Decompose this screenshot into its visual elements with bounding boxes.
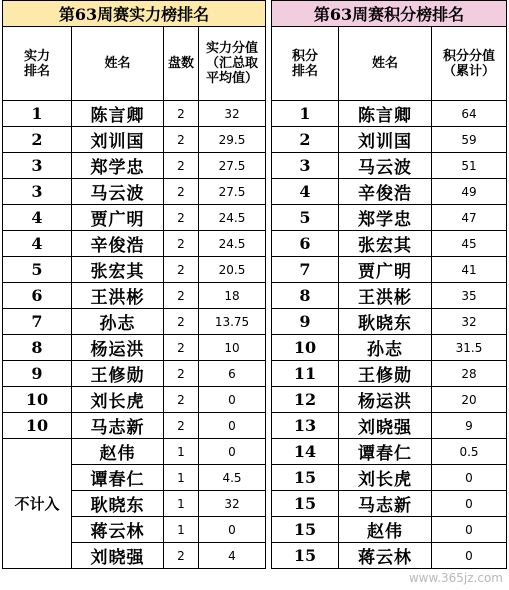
rank-cell: 15 (272, 465, 339, 491)
score-cell: 32 (199, 101, 266, 127)
games-cell: 2 (164, 543, 199, 569)
rank-cell: 4 (3, 231, 72, 257)
score-cell: 0 (432, 543, 507, 569)
rank-cell: 15 (272, 543, 339, 569)
rank-cell: 1 (272, 101, 339, 127)
games-cell: 2 (164, 387, 199, 413)
name-cell: 杨运洪 (339, 387, 432, 413)
games-cell: 2 (164, 101, 199, 127)
name-cell: 刘训国 (339, 127, 432, 153)
name-cell: 孙志 (72, 309, 164, 335)
strength-ranking-title: 第63周赛实力榜排名 (3, 1, 266, 27)
table-row (272, 543, 507, 569)
points-ranking-title: 第63周赛积分榜排名 (272, 1, 507, 27)
score-cell: 32 (432, 309, 507, 335)
score-cell: 4.5 (199, 465, 266, 491)
name-cell: 蒋云林 (339, 543, 432, 569)
score-cell: 24.5 (199, 231, 266, 257)
table-row (272, 465, 507, 491)
rank-cell: 6 (272, 231, 339, 257)
table-row (272, 491, 507, 517)
games-cell: 2 (164, 283, 199, 309)
score-cell: 51 (432, 153, 507, 179)
table-row (272, 257, 507, 283)
games-cell: 1 (164, 517, 199, 543)
rank-cell: 12 (272, 387, 339, 413)
rank-cell: 5 (3, 257, 72, 283)
table-row (3, 205, 266, 231)
watermark: www.365jz.com (408, 571, 503, 585)
games-cell: 2 (164, 335, 199, 361)
name-cell: 陈言卿 (72, 101, 164, 127)
score-cell: 35 (432, 283, 507, 309)
name-cell: 贾广明 (339, 257, 432, 283)
name-cell: 王修勋 (72, 361, 164, 387)
header-points-score: 积分分值 （累计） (432, 27, 507, 101)
name-cell: 马云波 (339, 153, 432, 179)
table-row (3, 361, 266, 387)
score-cell: 6 (199, 361, 266, 387)
name-cell: 蒋云林 (72, 517, 164, 543)
table-row (3, 231, 266, 257)
games-cell: 2 (164, 309, 199, 335)
score-cell: 41 (432, 257, 507, 283)
points-header-row (272, 27, 507, 101)
table-row (272, 361, 507, 387)
strength-header-row (3, 27, 266, 101)
score-cell: 20.5 (199, 257, 266, 283)
table-row (3, 101, 266, 127)
name-cell: 王修勋 (339, 361, 432, 387)
table-row (272, 439, 507, 465)
score-cell: 0 (432, 491, 507, 517)
rank-cell: 4 (3, 205, 72, 231)
table-row (272, 413, 507, 439)
score-cell: 0 (199, 387, 266, 413)
score-cell: 0 (432, 465, 507, 491)
name-cell: 张宏其 (339, 231, 432, 257)
name-cell: 刘训国 (72, 127, 164, 153)
excluded-label: 不计入 (3, 439, 72, 569)
header-name: 姓名 (339, 27, 432, 101)
table-row (3, 413, 266, 439)
score-cell: 64 (432, 101, 507, 127)
table-row (3, 387, 266, 413)
score-cell: 13.75 (199, 309, 266, 335)
table-row (3, 309, 266, 335)
rank-cell: 14 (272, 439, 339, 465)
score-cell: 45 (432, 231, 507, 257)
rank-cell: 9 (3, 361, 72, 387)
name-cell: 辛俊浩 (72, 231, 164, 257)
name-cell: 耿晓东 (72, 491, 164, 517)
table-row (272, 335, 507, 361)
table-row (3, 127, 266, 153)
table-row (272, 205, 507, 231)
name-cell: 马志新 (72, 413, 164, 439)
rank-cell: 6 (3, 283, 72, 309)
score-cell: 29.5 (199, 127, 266, 153)
name-cell: 王洪彬 (339, 283, 432, 309)
rank-cell: 13 (272, 413, 339, 439)
table-row (3, 257, 266, 283)
score-cell: 10 (199, 335, 266, 361)
score-cell: 59 (432, 127, 507, 153)
rank-cell: 10 (272, 335, 339, 361)
score-cell: 0 (432, 517, 507, 543)
table-row (272, 309, 507, 335)
table-row (3, 153, 266, 179)
name-cell: 赵伟 (72, 439, 164, 465)
table-row (3, 283, 266, 309)
name-cell: 谭春仁 (72, 465, 164, 491)
games-cell: 2 (164, 257, 199, 283)
table-row (3, 335, 266, 361)
table-row (272, 231, 507, 257)
name-cell: 马志新 (339, 491, 432, 517)
name-cell: 耿晓东 (339, 309, 432, 335)
games-cell: 2 (164, 205, 199, 231)
name-cell: 刘晓强 (72, 543, 164, 569)
name-cell: 刘长虎 (339, 465, 432, 491)
rank-cell: 1 (3, 101, 72, 127)
games-cell: 1 (164, 465, 199, 491)
games-cell: 2 (164, 179, 199, 205)
score-cell: 27.5 (199, 153, 266, 179)
table-row (272, 517, 507, 543)
name-cell: 贾广明 (72, 205, 164, 231)
score-cell: 28 (432, 361, 507, 387)
name-cell: 刘长虎 (72, 387, 164, 413)
table-row (3, 179, 266, 205)
score-cell: 0 (199, 439, 266, 465)
score-cell: 18 (199, 283, 266, 309)
name-cell: 刘晓强 (339, 413, 432, 439)
name-cell: 郑学忠 (339, 205, 432, 231)
name-cell: 马云波 (72, 179, 164, 205)
table-row (3, 439, 266, 465)
rank-cell: 8 (3, 335, 72, 361)
games-cell: 2 (164, 127, 199, 153)
games-cell: 2 (164, 153, 199, 179)
name-cell: 王洪彬 (72, 283, 164, 309)
score-cell: 4 (199, 543, 266, 569)
score-cell: 47 (432, 205, 507, 231)
rank-cell: 3 (272, 153, 339, 179)
rank-cell: 2 (272, 127, 339, 153)
header-points-rank: 积分 排名 (272, 27, 339, 101)
score-cell: 9 (432, 413, 507, 439)
name-cell: 辛俊浩 (339, 179, 432, 205)
score-cell: 49 (432, 179, 507, 205)
score-cell: 31.5 (432, 335, 507, 361)
rank-cell: 8 (272, 283, 339, 309)
rank-cell: 7 (3, 309, 72, 335)
score-cell: 0.5 (432, 439, 507, 465)
table-row (272, 179, 507, 205)
strength-ranking-table (2, 0, 266, 569)
header-strength-rank: 实力 排名 (3, 27, 72, 101)
rank-cell: 7 (272, 257, 339, 283)
score-cell: 20 (432, 387, 507, 413)
rank-cell: 15 (272, 517, 339, 543)
name-cell: 赵伟 (339, 517, 432, 543)
table-row (272, 153, 507, 179)
score-cell: 0 (199, 517, 266, 543)
header-strength-score: 实力分值 （汇总取 平均值） (199, 27, 266, 101)
score-cell: 0 (199, 413, 266, 439)
name-cell: 杨运洪 (72, 335, 164, 361)
table-row (272, 127, 507, 153)
name-cell: 谭春仁 (339, 439, 432, 465)
games-cell: 2 (164, 413, 199, 439)
rank-cell: 11 (272, 361, 339, 387)
rank-cell: 10 (3, 413, 72, 439)
rank-cell: 15 (272, 491, 339, 517)
header-name: 姓名 (72, 27, 164, 101)
rank-cell: 4 (272, 179, 339, 205)
games-cell: 1 (164, 491, 199, 517)
games-cell: 2 (164, 231, 199, 257)
name-cell: 陈言卿 (339, 101, 432, 127)
score-cell: 32 (199, 491, 266, 517)
name-cell: 张宏其 (72, 257, 164, 283)
rank-cell: 5 (272, 205, 339, 231)
table-row (272, 387, 507, 413)
table-row (272, 283, 507, 309)
rank-cell: 10 (3, 387, 72, 413)
name-cell: 孙志 (339, 335, 432, 361)
rank-cell: 9 (272, 309, 339, 335)
score-cell: 27.5 (199, 179, 266, 205)
rank-cell: 2 (3, 127, 72, 153)
header-games: 盘数 (164, 27, 199, 101)
rank-cell: 3 (3, 153, 72, 179)
rank-cell: 3 (3, 179, 72, 205)
score-cell: 24.5 (199, 205, 266, 231)
games-cell: 1 (164, 439, 199, 465)
name-cell: 郑学忠 (72, 153, 164, 179)
table-row (272, 101, 507, 127)
points-ranking-table (271, 0, 507, 569)
games-cell: 2 (164, 361, 199, 387)
